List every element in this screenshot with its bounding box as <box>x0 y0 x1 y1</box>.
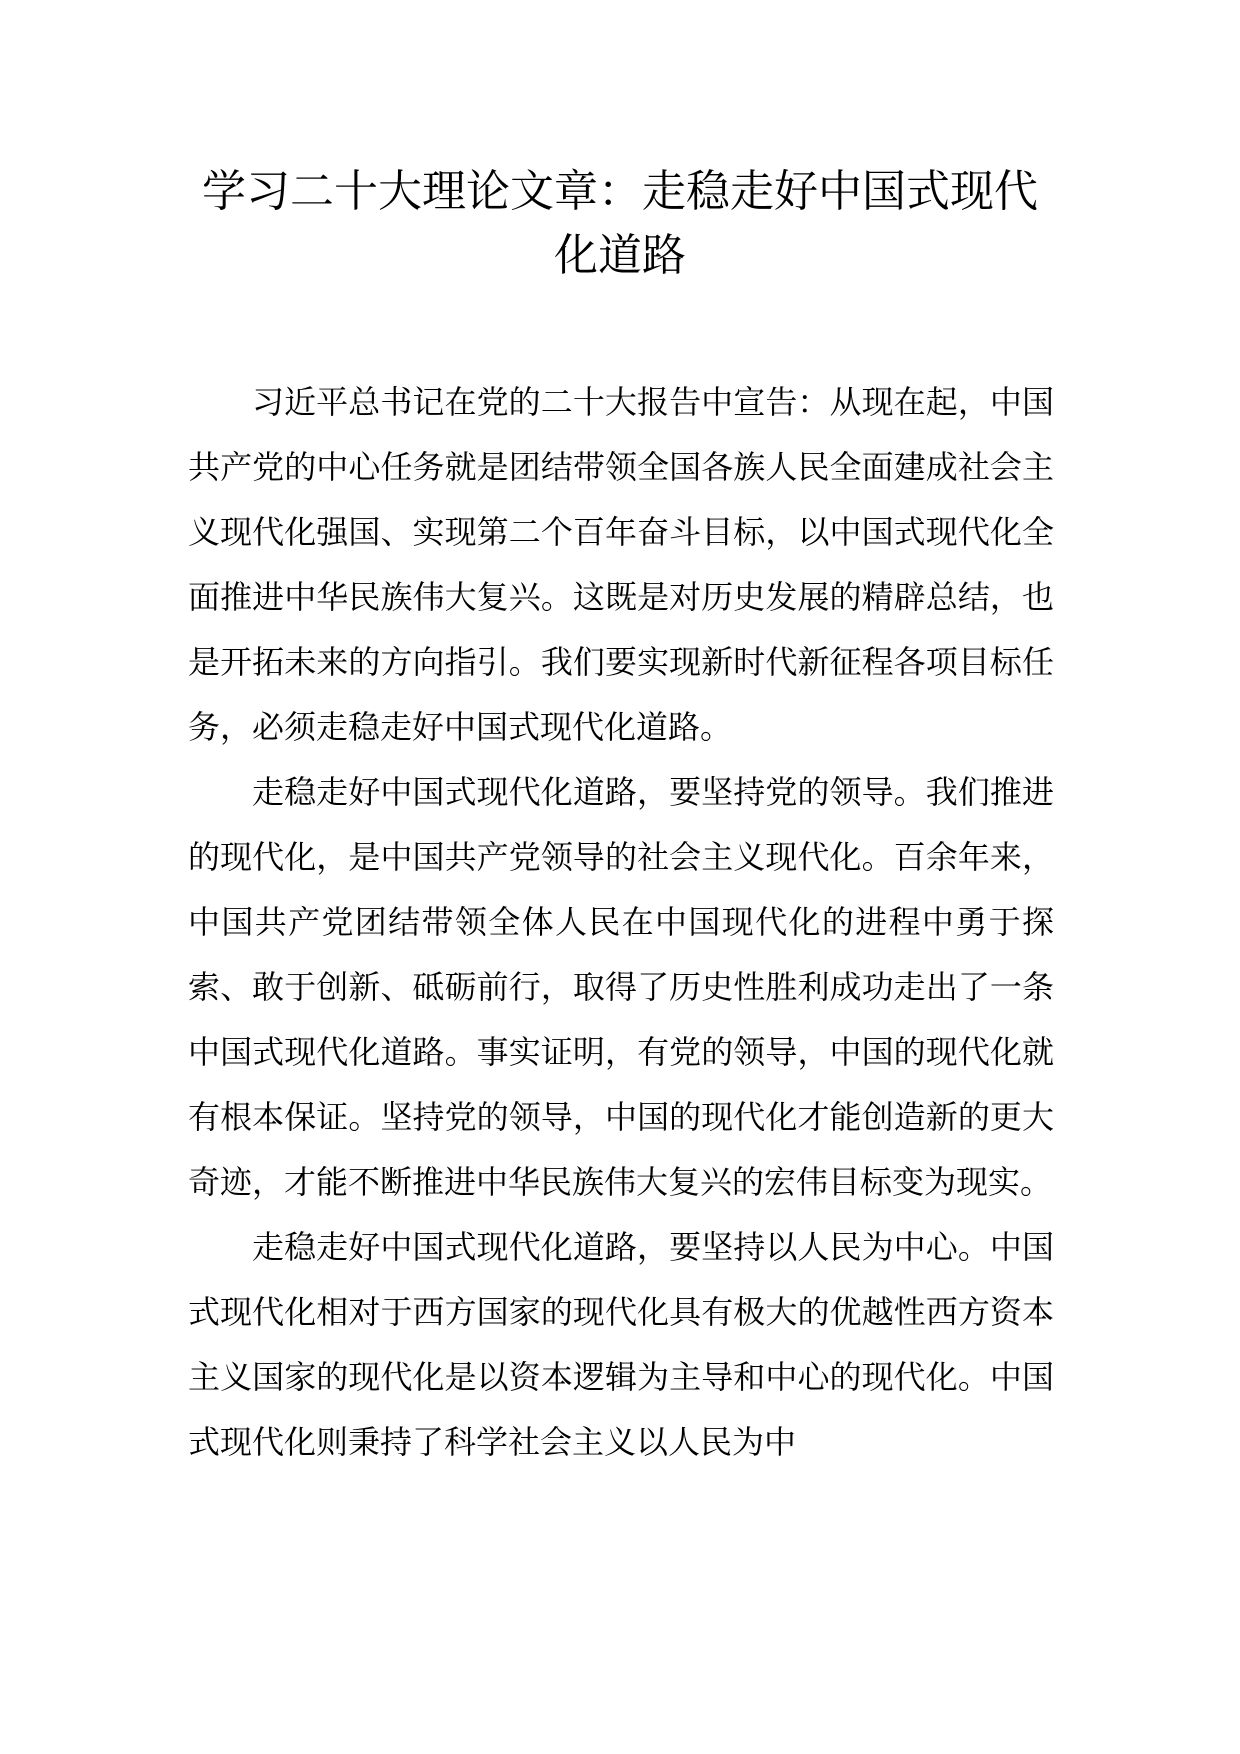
document-body <box>188 370 1054 1475</box>
paragraph-people-centered: 走稳走好中国式现代化道路，要坚持以人民为中心。中国式现代化相对于西方国家的现代化具有极大的优越性西方资本主义国家的现代化是以资本逻辑为主导和中心的现代化。中国式现代化则秉持了科学社会主义以人民为中 <box>188 1228 1054 1461</box>
paragraph-party-report: 习近平总书记在党的二十大报告中宣告：从现在起，中国共产党的中心任务就是团结带领全国各族人民全面建成社会主义现代化强国、实现第二个百年奋斗目标，以中国式现代化全面推进中华民族伟大复兴。这既是对历史发展的精辟总结，也是开拓未来的方向指引。我们要实现新时代新征程各项目标任务，必须走稳走好中国式现代化道路。 <box>188 383 1054 746</box>
paragraph-party-leadership: 走稳走好中国式现代化道路，要坚持党的领导。我们推进的现代化，是中国共产党领导的社会主义现代化。百余年来，中国共产党团结带领全体人民在中国现代化的进程中勇于探索、敢于创新、砥砺前行，取得了历史性胜利成功走出了一条中国式现代化道路。事实证明，有党的领导，中国的现代化就有根本保证。坚持党的领导，中国的现代化才能创造新的更大奇迹，才能不断推进中华民族伟大复兴的宏伟目标变为现实。 <box>188 773 1054 1201</box>
document-title: 学习二十大理论文章：走稳走好中国式现代化道路 <box>202 166 1038 281</box>
